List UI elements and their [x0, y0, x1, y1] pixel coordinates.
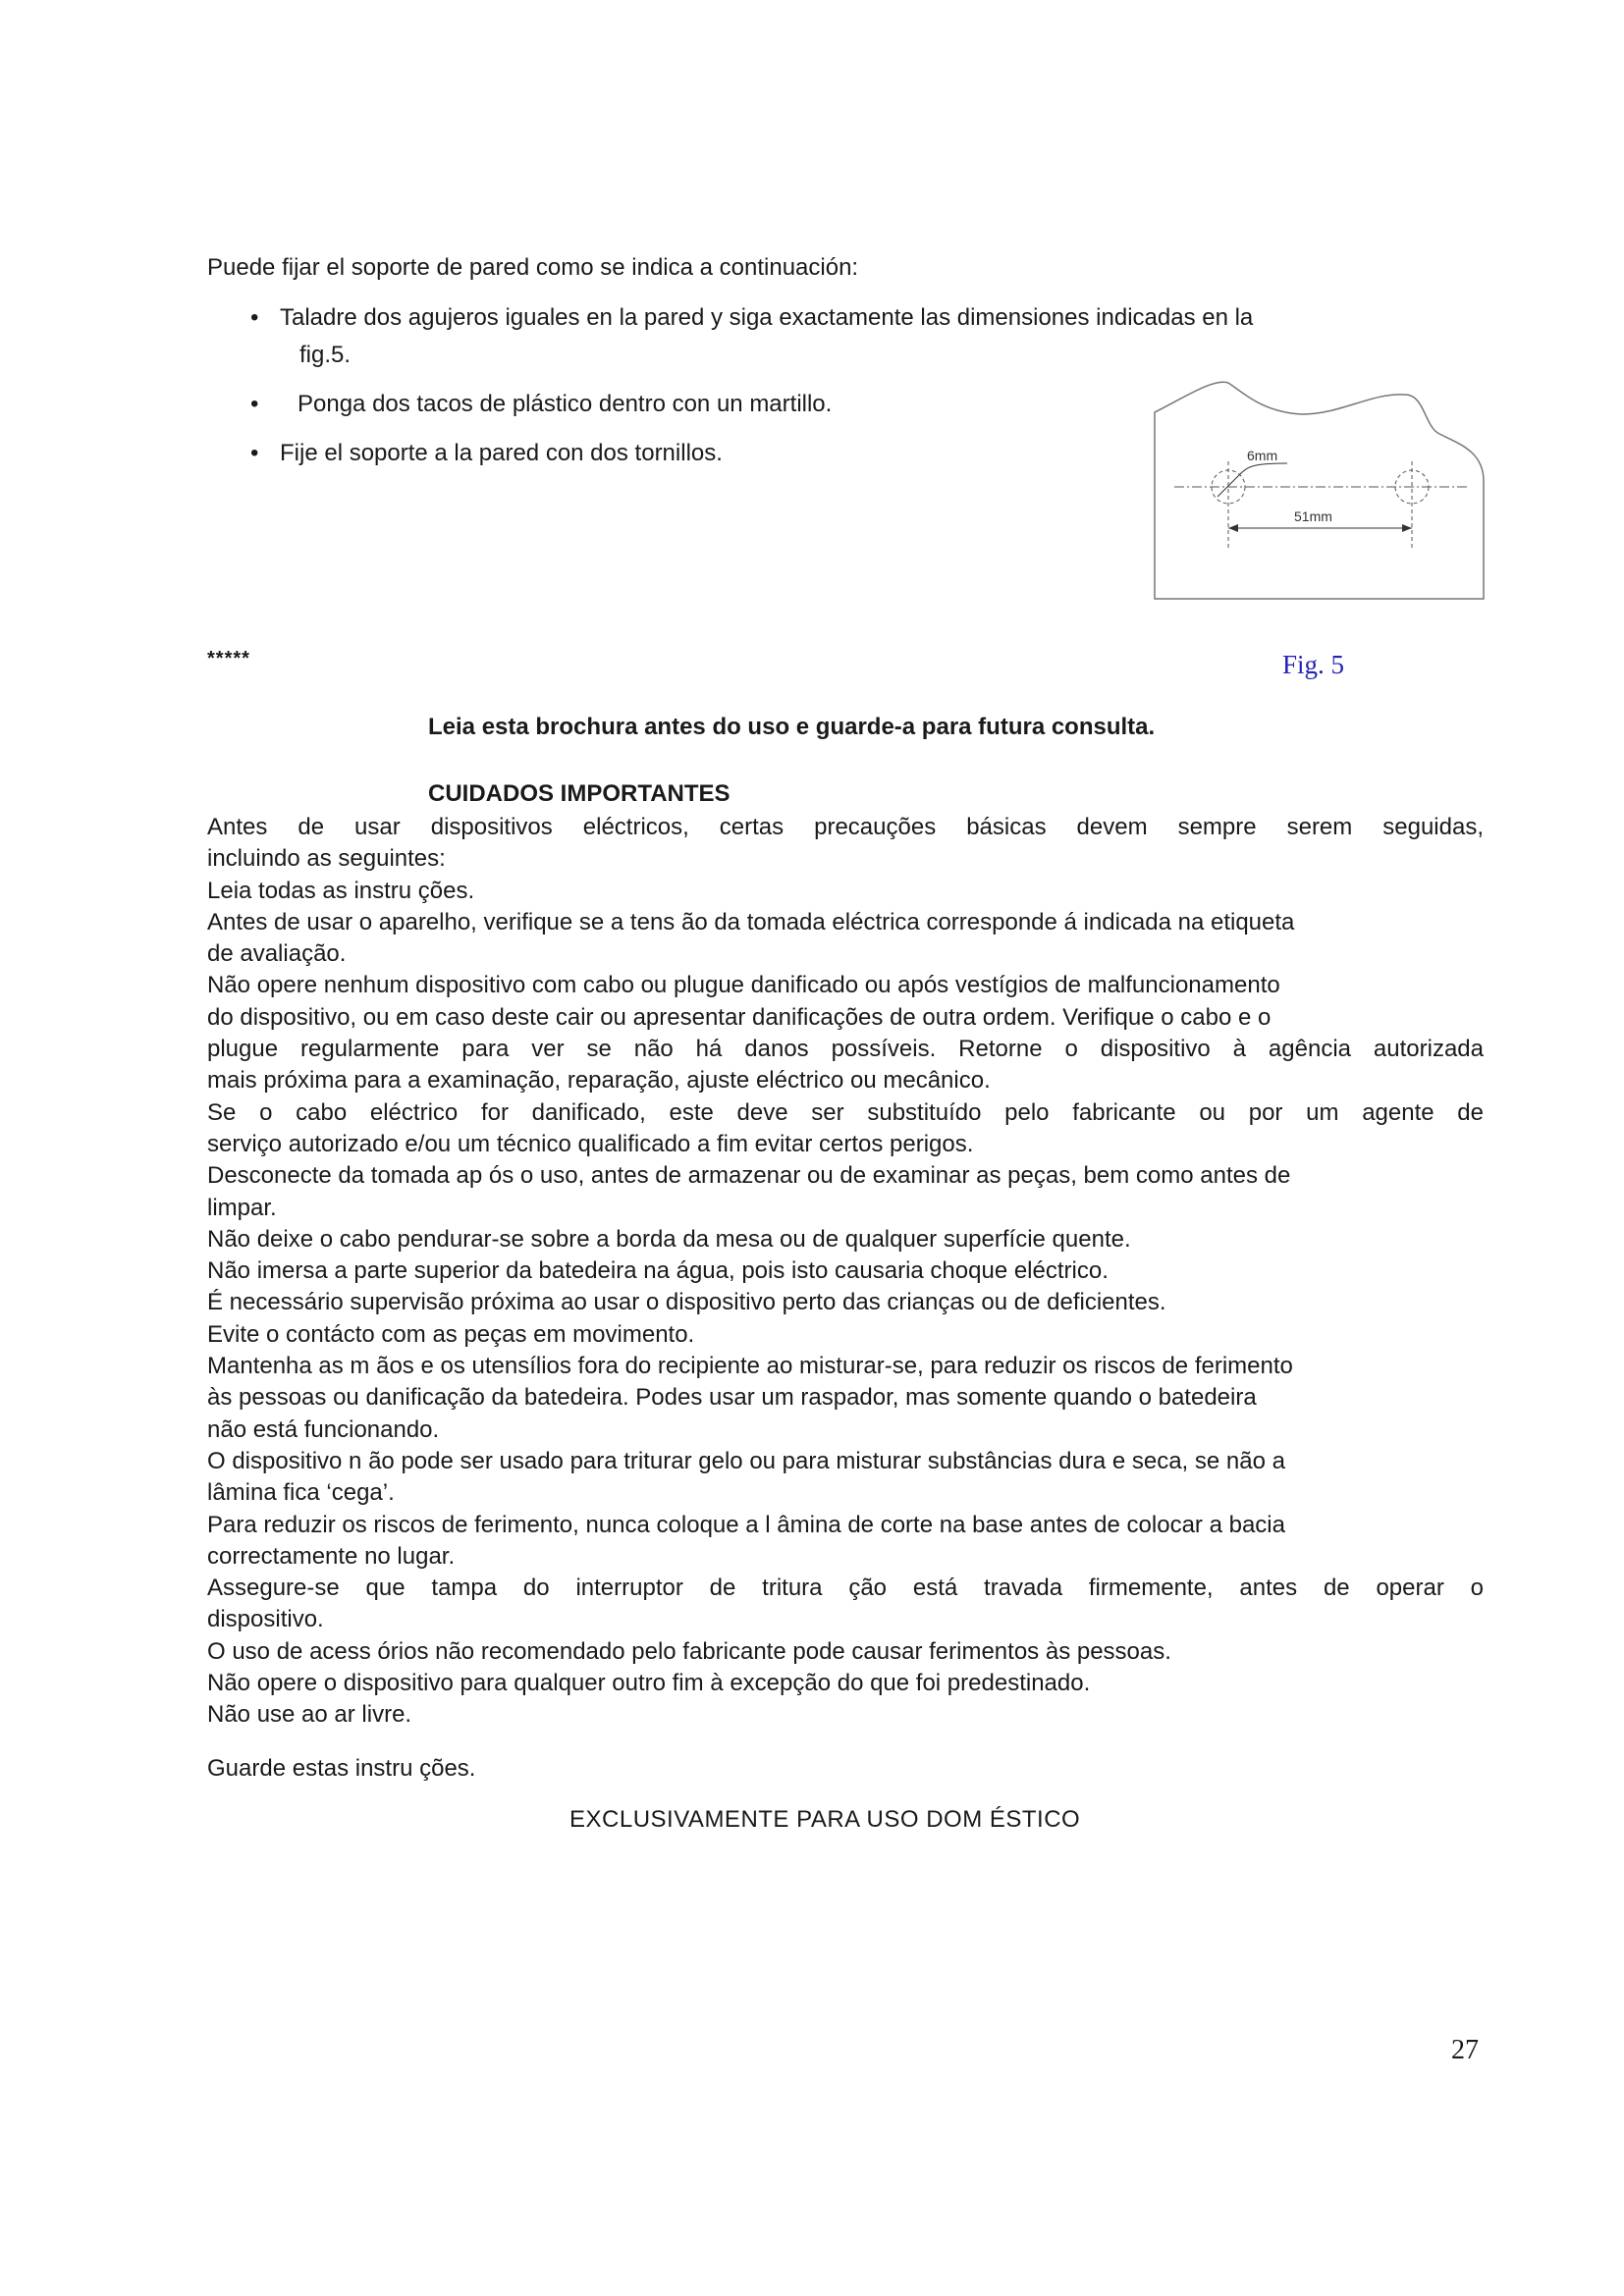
important-care-heading: CUIDADOS IMPORTANTES	[428, 780, 731, 807]
text-line: Antes de usar o aparelho, verifique se a tens ão da tomada eléctrica corresponde á indicada na etiqueta	[207, 908, 1295, 935]
text-line: Para reduzir os riscos de ferimento, nunca coloque a l âmina de corte na base antes de colocar a bacia	[207, 1511, 1285, 1538]
hole-label: 6mm	[1247, 448, 1278, 463]
figure-caption: Fig. 5	[1282, 650, 1345, 679]
separator-stars: *****	[207, 648, 250, 669]
text-line: Assegure-se que tampa do interruptor de tritura ção está travada firmemente, antes de operar o	[207, 1575, 1484, 1602]
text-line: Não deixe o cabo pendurar-se sobre a borda da mesa ou de qualquer superfície quente.	[207, 1225, 1131, 1253]
text-line: de avaliação.	[207, 940, 347, 968]
text-line: O dispositivo n ão pode ser usado para triturar gelo ou para misturar substâncias dura e seca, se não a	[207, 1447, 1285, 1474]
text-line: É necessário supervisão próxima ao usar o dispositivo perto das crianças ou de deficientes.	[207, 1289, 1166, 1316]
arrow-right-icon	[1402, 524, 1412, 532]
bracket-outline	[1155, 382, 1484, 599]
bullet-icon: •	[250, 304, 259, 331]
text-line: Não use ao ar livre.	[207, 1701, 412, 1729]
safety-instructions	[207, 812, 1484, 1732]
wall-bracket-diagram	[1145, 373, 1489, 609]
intro-text: Puede fijar el soporte de pared como se indica a continuación:	[207, 254, 859, 281]
spacing-label: 51mm	[1294, 508, 1332, 524]
text-line: dispositivo.	[207, 1606, 324, 1633]
list-item-text: Ponga dos tacos de plástico dentro con un martillo.	[298, 391, 833, 417]
page-number: 27	[1451, 2035, 1479, 2065]
text-line: Mantenha as m ãos e os utensílios fora do recipiente ao misturar-se, para reduzir os riscos de ferimento	[207, 1353, 1293, 1380]
list-item	[250, 299, 1468, 374]
text-line: do dispositivo, ou em caso deste cair ou apresentar danificações de outra ordem. Verifique o cabo e o	[207, 1003, 1272, 1031]
text-line: plugue regularmente para ver se não há danos possíveis. Retorne o dispositivo à agência autorizada	[207, 1036, 1484, 1063]
list-item-text: Fije el soporte a la pared con dos tornillos.	[280, 440, 723, 466]
text-line: não está funcionando.	[207, 1415, 440, 1443]
text-line: correctamente no lugar.	[207, 1542, 456, 1570]
text-line: serviço autorizado e/ou um técnico qualificado a fim evitar certos perigos.	[207, 1130, 974, 1157]
list-item-text: Taladre dos agujeros iguales en la pared y siga exactamente las dimensiones indicadas en la	[280, 304, 1254, 331]
text-line: Evite o contácto com as peças em movimento.	[207, 1320, 695, 1348]
bullet-icon: •	[250, 440, 259, 466]
text-line: Não imersa a parte superior da batedeira na água, pois isto causaria choque eléctrico.	[207, 1257, 1109, 1285]
arrow-left-icon	[1228, 524, 1238, 532]
text-line: Desconecte da tomada ap ós o uso, antes de armazenar ou de examinar as peças, bem como antes de	[207, 1162, 1291, 1190]
text-line: lâmina fica ‘cega’.	[207, 1479, 395, 1507]
text-line: incluindo as seguintes:	[207, 845, 446, 873]
text-line: Não opere nenhum dispositivo com cabo ou plugue danificado ou após vestígios de malfuncionamento	[207, 972, 1280, 999]
text-line: Não opere o dispositivo para qualquer outro fim à excepção do que foi predestinado.	[207, 1670, 1091, 1697]
text-line: às pessoas ou danificação da batedeira. Podes usar um raspador, mas somente quando o batedeira	[207, 1384, 1257, 1412]
text-line: Se o cabo eléctrico for danificado, este deve ser substituído pelo fabricante ou por um agente de	[207, 1098, 1484, 1126]
text-line: Leia todas as instru ções.	[207, 877, 475, 904]
text-line: mais próxima para a examinação, reparação, ajuste eléctrico ou mecânico.	[207, 1067, 991, 1095]
list-item-text-continued: fig.5.	[299, 342, 352, 368]
bullet-icon: •	[250, 391, 259, 417]
hole-leader	[1239, 463, 1287, 475]
text-line: O uso de acess órios não recomendado pelo fabricante pode causar ferimentos às pessoas.	[207, 1637, 1171, 1665]
text-line: limpar.	[207, 1194, 277, 1221]
read-brochure-heading: Leia esta brochura antes do uso e guarde-a para futura consulta.	[428, 714, 1156, 740]
text-line: Antes de usar dispositivos eléctricos, certas precauções básicas devem sempre serem seguidas,	[207, 814, 1484, 840]
keep-instructions-text: Guarde estas instru ções.	[207, 1755, 476, 1782]
domestic-use-notice: EXCLUSIVAMENTE PARA USO DOM ÉSTICO	[569, 1806, 1081, 1833]
